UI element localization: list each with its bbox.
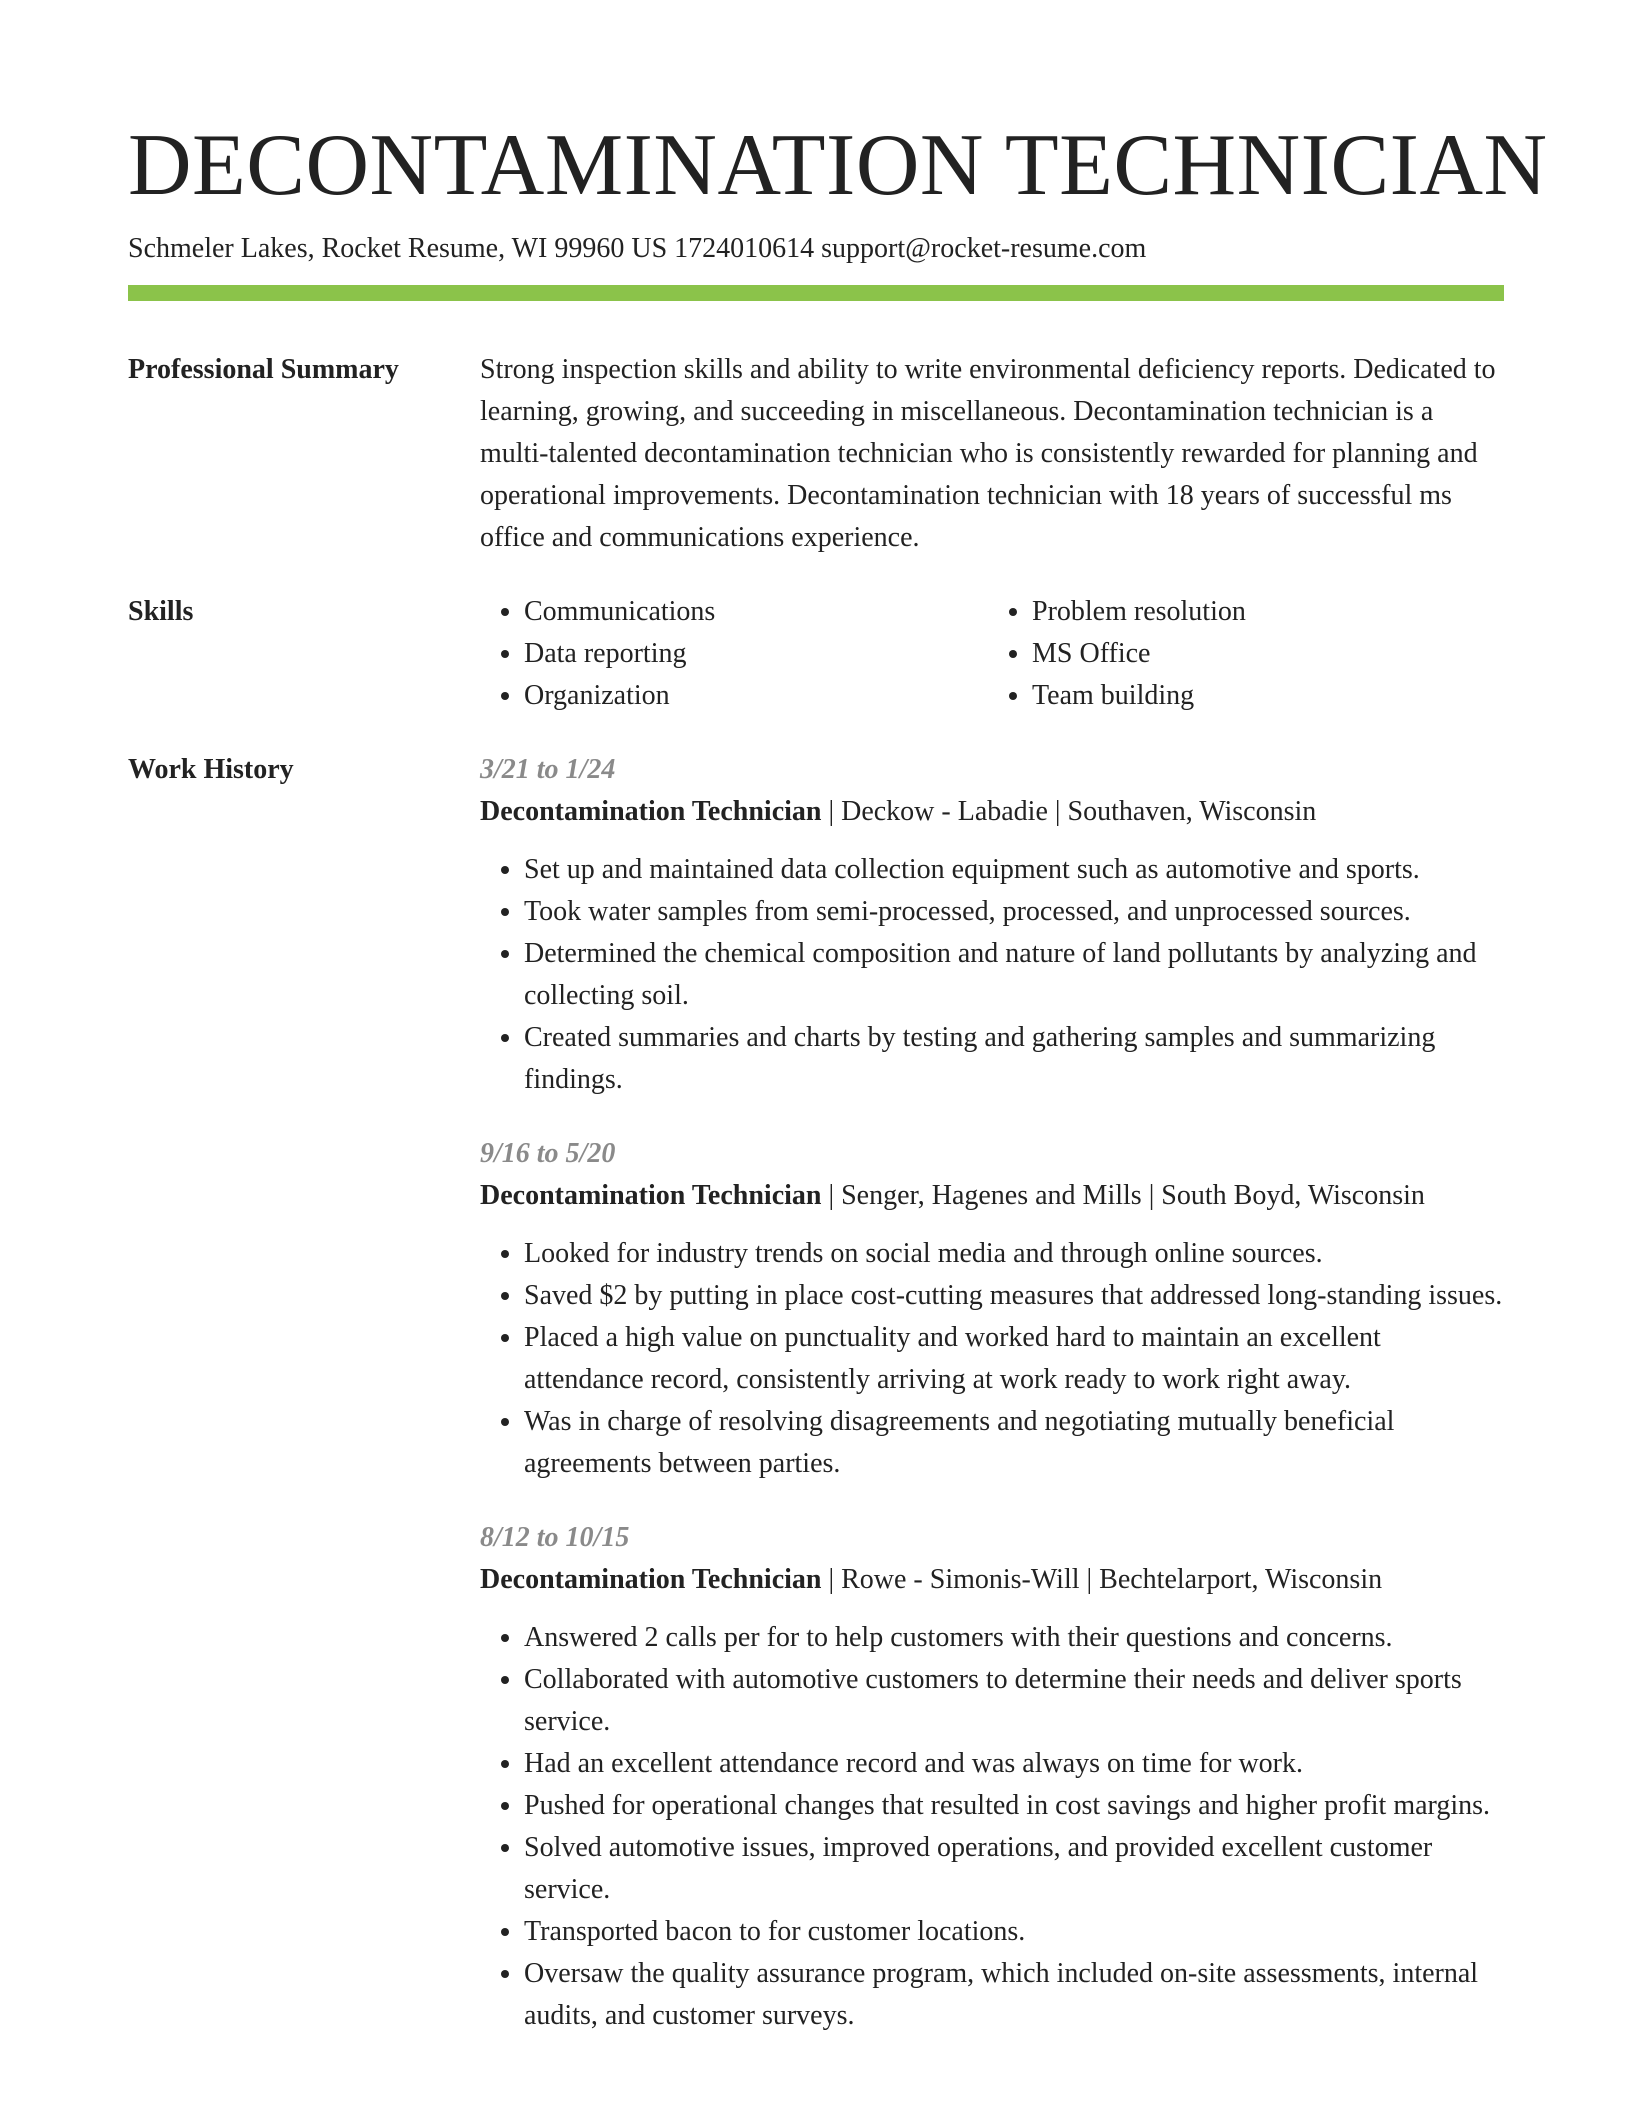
separator: | xyxy=(821,796,842,827)
job-heading xyxy=(480,1175,1504,1217)
job-bullet: • Collaborated with automotive customers to determine their needs and deliver sports service. xyxy=(524,1659,1504,1743)
job-bullet: • Set up and maintained data collection equipment such as automotive and sports. xyxy=(524,849,1504,891)
separator: | xyxy=(1079,1564,1100,1595)
job-location: Southaven, Wisconsin xyxy=(1067,796,1317,827)
job-bullet: • Had an excellent attendance record and was always on time for work. xyxy=(524,1743,1504,1785)
skill-item: • Team building xyxy=(1032,675,1492,717)
contact-line: Schmeler Lakes, Rocket Resume, WI 99960 US 1724010614 support@rocket-resume.com xyxy=(128,233,1147,264)
summary-label: Professional Summary xyxy=(128,354,399,385)
job-bullet: • Was in charge of resolving disagreements and negotiating mutually beneficial agreements between parties. xyxy=(524,1401,1504,1485)
job-title: Decontamination Technician xyxy=(480,1180,822,1211)
skills-section xyxy=(480,591,1504,717)
job-bullet: • Oversaw the quality assurance program, which included on-site assessments, internal audits, and customer surveys. xyxy=(524,1953,1504,2037)
skill-item: • MS Office xyxy=(1032,633,1492,675)
work-history-section xyxy=(480,749,1504,2069)
job-heading xyxy=(480,791,1504,833)
candidate-title: DECONTAMINATION TECHNICIAN xyxy=(128,117,1548,214)
skill-item: • Data reporting xyxy=(524,633,984,675)
job-bullet: • Created summaries and charts by testing and gathering samples and summarizing findings. xyxy=(524,1017,1504,1101)
job-entry xyxy=(480,1517,1504,2037)
job-location: South Boyd, Wisconsin xyxy=(1161,1180,1425,1211)
job-entry xyxy=(480,1133,1504,1485)
job-bullets xyxy=(480,1617,1504,2037)
skills-list-left xyxy=(480,591,984,717)
job-title: Decontamination Technician xyxy=(480,1564,822,1595)
separator: | xyxy=(1141,1180,1162,1211)
job-bullet: • Answered 2 calls per for to help customers with their questions and concerns. xyxy=(524,1617,1504,1659)
summary-section xyxy=(480,349,1504,559)
skill-item: • Organization xyxy=(524,675,984,717)
job-bullet: • Placed a high value on punctuality and worked hard to maintain an excellent attendance record, consistently arriving at work ready to work right away. xyxy=(524,1317,1504,1401)
separator: | xyxy=(821,1564,842,1595)
job-title: Decontamination Technician xyxy=(480,796,822,827)
header-divider xyxy=(128,285,1504,301)
skills-label: Skills xyxy=(128,596,194,627)
job-bullet: • Transported bacon to for customer locations. xyxy=(524,1911,1504,1953)
company-name: Senger, Hagenes and Mills xyxy=(841,1180,1142,1211)
summary-text: Strong inspection skills and ability to write environmental deficiency reports. Dedicated to learning, growing, and succeeding in miscellaneous. Decontamination technician is a multi-talented decontamination technician who is consistently rewarded for planning and operational improvements. Decontamination technician with 18 years of successful ms office and communications experience. xyxy=(480,354,1496,553)
company-name: Deckow - Labadie xyxy=(841,796,1048,827)
job-bullet: • Solved automotive issues, improved operations, and provided excellent customer service. xyxy=(524,1827,1504,1911)
job-bullet: • Took water samples from semi-processed, processed, and unprocessed sources. xyxy=(524,891,1504,933)
job-bullet: • Looked for industry trends on social media and through online sources. xyxy=(524,1233,1504,1275)
job-dates: 8/12 to 10/15 xyxy=(480,1522,630,1553)
job-location: Bechtelarport, Wisconsin xyxy=(1099,1564,1383,1595)
work-history-label: Work History xyxy=(128,754,294,785)
job-entry xyxy=(480,749,1504,1101)
skills-list-right xyxy=(984,591,1492,717)
job-bullets xyxy=(480,849,1504,1101)
job-dates: 3/21 to 1/24 xyxy=(480,754,616,785)
job-heading xyxy=(480,1559,1504,1601)
job-bullets xyxy=(480,1233,1504,1485)
separator: | xyxy=(821,1180,842,1211)
job-bullet: • Saved $2 by putting in place cost-cutting measures that addressed long-standing issues. xyxy=(524,1275,1504,1317)
job-dates: 9/16 to 5/20 xyxy=(480,1138,616,1169)
job-bullet: • Pushed for operational changes that resulted in cost savings and higher profit margins. xyxy=(524,1785,1504,1827)
skill-item: • Problem resolution xyxy=(1032,591,1492,633)
job-bullet: • Determined the chemical composition and nature of land pollutants by analyzing and collecting soil. xyxy=(524,933,1504,1017)
skill-item: • Communications xyxy=(524,591,984,633)
company-name: Rowe - Simonis-Will xyxy=(841,1564,1080,1595)
separator: | xyxy=(1047,796,1068,827)
